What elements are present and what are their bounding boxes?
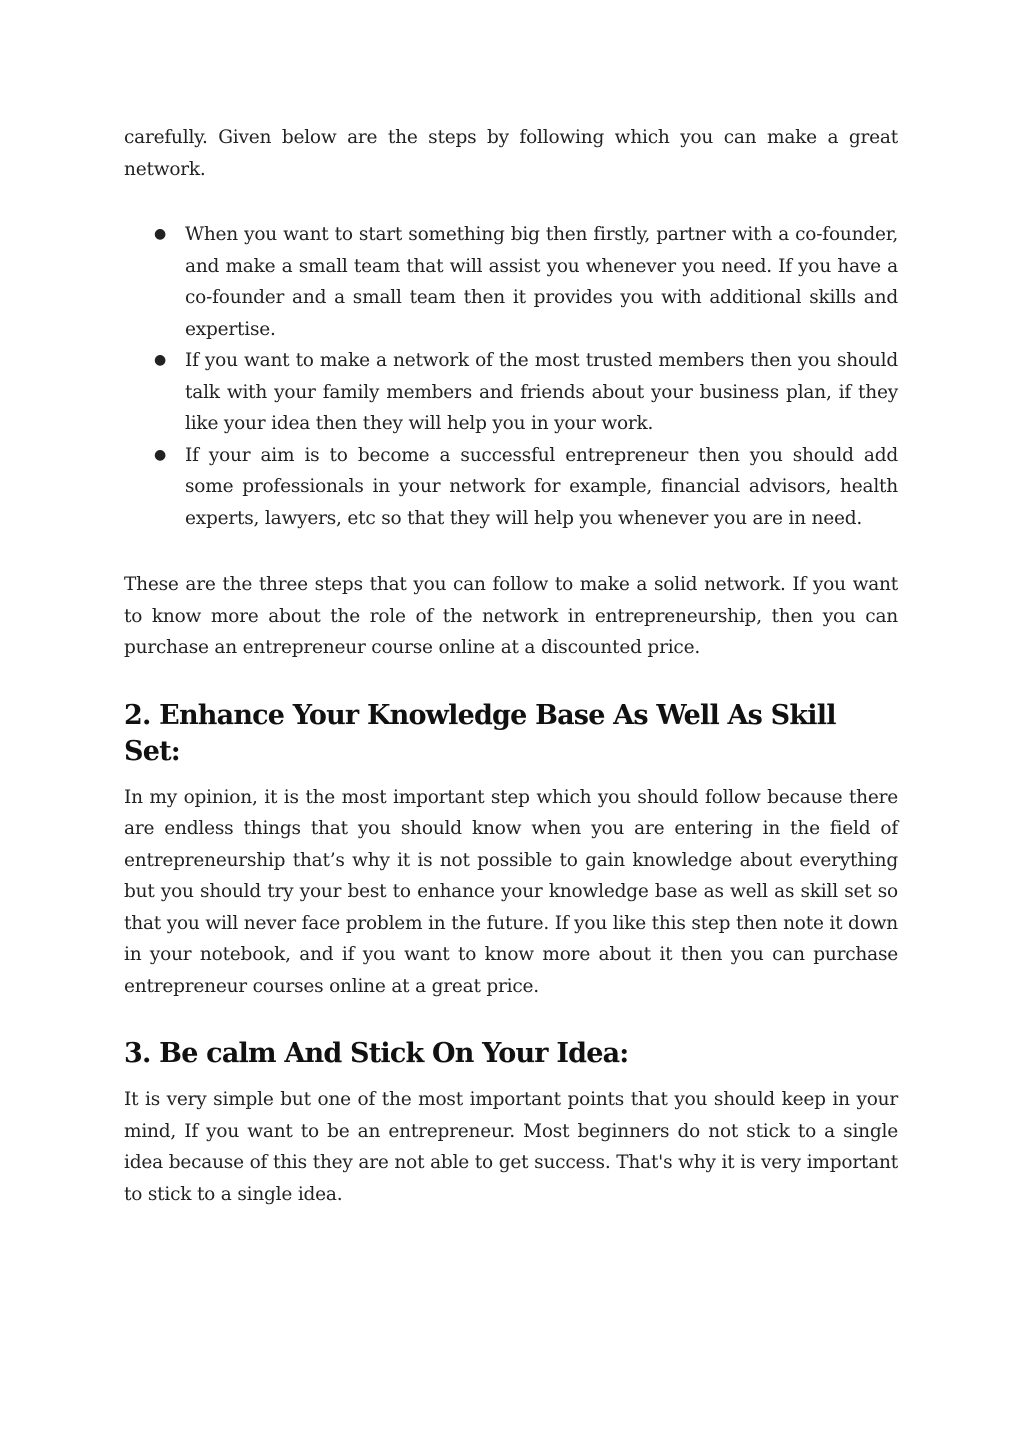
section-3-body: It is very simple but one of the most important points that you should keep in your mind, If you want to be an entrepreneur. Most beginners do not stick to a single idea because of this they are not able to get success. That's why it is very important to stick to a single idea. bbox=[124, 1089, 898, 1205]
list-item bbox=[154, 440, 898, 535]
bullet-icon: ● bbox=[154, 352, 167, 368]
list-item bbox=[154, 219, 898, 345]
document-page bbox=[124, 122, 898, 1210]
section-2-body: In my opinion, it is the most important step which you should follow because there are endless things that you should know when you are entering in the field of entrepreneurship that’s why it is not possible to gain knowledge about everything but you should try your best to enhance your knowledge base as well as skill set so that you will never face problem in the future. If you like this step then note it down in your notebook, and if you want to know more about it then you can purchase entrepreneur courses online at a great price. bbox=[124, 786, 898, 997]
list-item-text: If you want to make a network of the most trusted members then you should talk with your family members and friends about your business plan, if they like your idea then they will help you in your work. bbox=[185, 350, 898, 434]
bullet-icon: ● bbox=[154, 446, 167, 463]
steps-list bbox=[124, 219, 898, 534]
section-3-heading: 3. Be calm And Stick On Your Idea: bbox=[124, 1038, 629, 1069]
bullet-icon: ● bbox=[154, 226, 167, 242]
summary-paragraph: These are the three steps that you can follow to make a solid network. If you want to know more about the role of the network in entrepreneurship, then you can purchase an entrepreneur course online at a discounted price. bbox=[124, 574, 898, 658]
list-item bbox=[154, 345, 898, 440]
list-item-text: When you want to start something big then firstly, partner with a co-founder, and make a small team that will assist you whenever you need. If you have a co-founder and a small team then it provides you with additional skills and expertise. bbox=[185, 224, 898, 340]
list-item-text: If your aim is to become a successful entrepreneur then you should add some professionals in your network for example, financial advisors, health experts, lawyers, etc so that they will help you whenever you are in need. bbox=[185, 444, 898, 529]
section-2-heading: 2. Enhance Your Knowledge Base As Well As Skill Set: bbox=[124, 699, 836, 767]
intro-paragraph: carefully. Given below are the steps by following which you can make a great network. bbox=[124, 127, 898, 180]
